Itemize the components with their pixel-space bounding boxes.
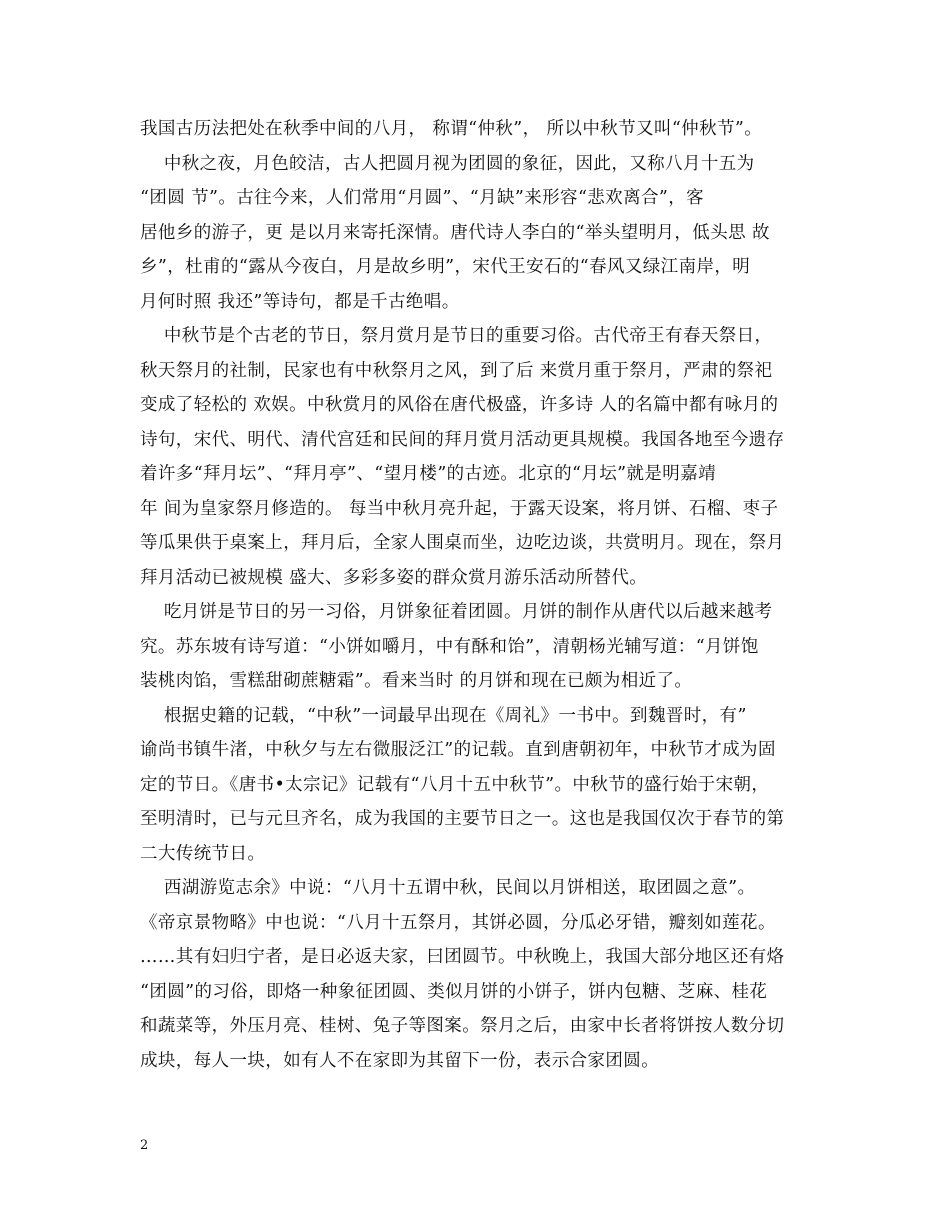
text-line: 谕尚书镇牛渚，中秋夕与左右微服泛江”的记载。直到唐朝初年，中秋节才成为固 bbox=[140, 740, 776, 760]
text-line: 《帝京景物略》中也说：“八月十五祭月，其饼必圆，分瓜必牙错，瓣刻如莲花。 bbox=[140, 912, 776, 933]
text-line: 秋天祭月的社制，民家也有中秋祭月之风，到了后 来赏月重于祭月，严肃的祭祀 bbox=[140, 360, 773, 381]
document-body bbox=[140, 112, 820, 1078]
text-line: 居他乡的游子，更 是以月来寄托深情。唐代诗人李白的“举头望明月，低头思 故 bbox=[140, 222, 770, 243]
text-line: 月何时照 我还”等诗句，都是千古绝唱。 bbox=[140, 291, 460, 312]
text-line: 中秋之夜，月色皎洁，古人把圆月视为团圆的象征，因此，又称八月十五为 bbox=[140, 153, 755, 174]
text-line: 中秋节是个古老的节日，祭月赏月是节日的重要习俗。古代帝王有春天祭日， bbox=[140, 326, 773, 346]
text-line: 成块，每人一块，如有人不在家即为其留下一份，表示合家团圆。 bbox=[140, 1050, 660, 1071]
text-line: 我国古历法把处在秋季中间的八月， 称谓“仲秋”， 所以中秋节又叫“仲秋节”。 bbox=[140, 119, 763, 139]
text-line: 和蔬菜等，外压月亮、桂树、兔子等图案。祭月之后，由家中长者将饼按人数分切 bbox=[140, 1016, 785, 1036]
text-line: 装桃肉馅，雪糕甜砌蔗糖霜”。看来当时 的月饼和现在已颇为相近了。 bbox=[140, 671, 693, 691]
page-number: 2 bbox=[140, 1138, 149, 1153]
text-line: 二大传统节日。 bbox=[140, 843, 266, 864]
text-line: 诗句，宋代、明代、清代宫廷和民间的拜月赏月活动更具规模。我国各地至今遗存 bbox=[140, 429, 785, 450]
text-line: ……其有妇归宁者，是日必返夫家，曰团圆节。中秋晚上，我国大部分地区还有烙 bbox=[140, 947, 785, 967]
text-line: 变成了轻松的 欢娱。中秋赏月的风俗在唐代极盛，许多诗 人的名篇中都有咏月的 bbox=[140, 395, 779, 415]
text-line: 等瓜果供于桌案上，拜月后，全家人围桌而坐，边吃边谈，共赏明月。现在，祭月 bbox=[140, 533, 785, 553]
text-line: 至明清时，已与元旦齐名，成为我国的主要节日之一。这也是我国仅次于春节的第 bbox=[140, 809, 785, 829]
text-line: 拜月活动已被规模 盛大、多彩多姿的群众赏月游乐活动所替代。 bbox=[140, 567, 648, 588]
text-line: 根据史籍的记载，“中秋”一词最早出现在《周礼》一书中。到魏晋时，有” bbox=[140, 705, 747, 726]
text-line: “团圆”的习俗，即烙一种象征团圆、类似月饼的小饼子，饼内包糖、芝麻、桂花 bbox=[140, 981, 768, 1002]
text-line: 年 间为皇家祭月修造的。 每当中秋月亮升起，于露天设案，将月饼、石榴、枣子 bbox=[140, 498, 779, 519]
text-line: 究。苏东坡有诗写道：“小饼如嚼月，中有酥和饴”，清朝杨光辅写道：“月饼饱 bbox=[140, 636, 759, 657]
text-line: 着许多“拜月坛”、“拜月亭”、“望月楼”的古迹。北京的“月坛”就是明嘉靖 bbox=[140, 464, 716, 484]
text-line: 西湖游览志余》中说：“八月十五谓中秋，民间以月饼相送，取团圆之意”。 bbox=[140, 878, 756, 898]
text-line: 吃月饼是节日的另一习俗，月饼象征着团圆。月饼的制作从唐代以后越来越考 bbox=[140, 602, 773, 622]
text-line: 定的节日。《唐书•太宗记》记载有“八月十五中秋节”。中秋节的盛行始于宋朝， bbox=[140, 774, 770, 795]
text-line: “团圆 节”。古往今来，人们常用“月圆”、“月缺”来形容“悲欢离合”，客 bbox=[140, 188, 705, 208]
text-line: 乡”，杜甫的“露从今夜白，月是故乡明”，宋代王安石的“春风又绿江南岸，明 bbox=[140, 257, 751, 277]
